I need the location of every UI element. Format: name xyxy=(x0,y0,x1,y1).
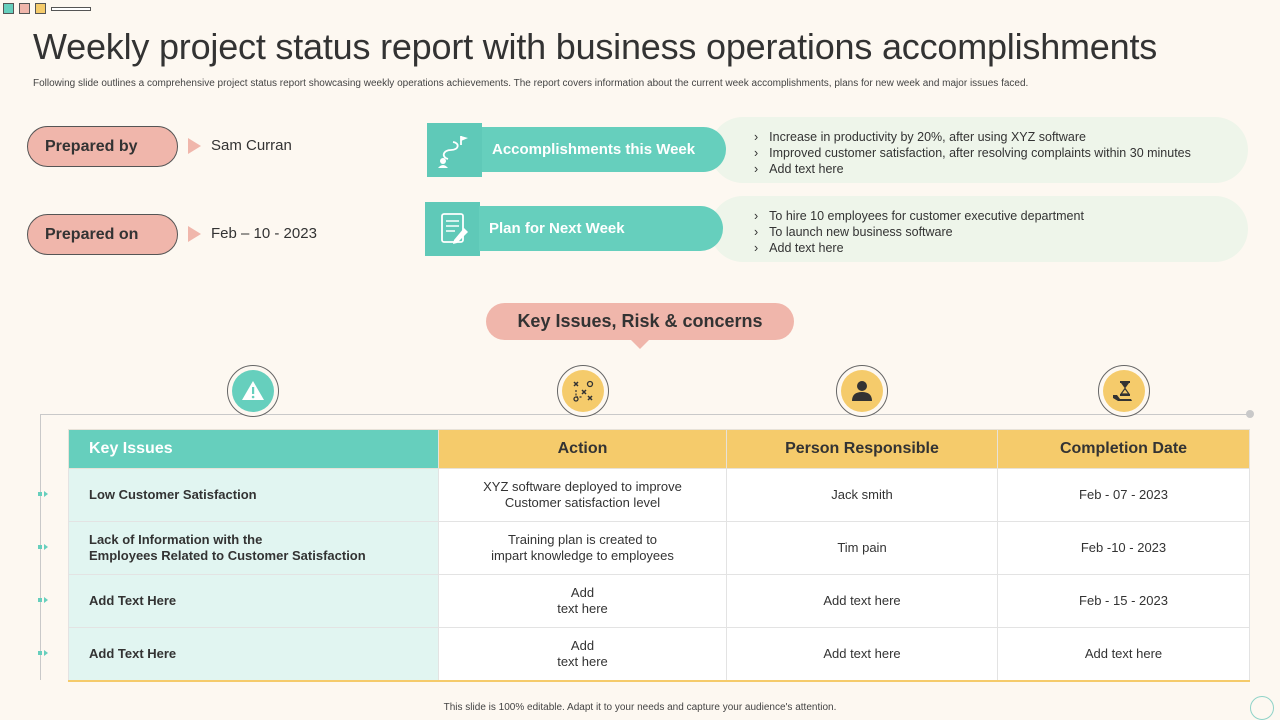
roadmap-flag-icon xyxy=(427,123,482,177)
date-cell: Feb - 15 - 2023 xyxy=(998,575,1250,628)
person-cell: Add text here xyxy=(727,575,998,628)
header-key-issues: Key Issues xyxy=(69,430,439,469)
accomplishments-list xyxy=(754,129,1191,177)
accomplishments-label: Accomplishments this Week xyxy=(482,127,726,172)
corner-circle-decoration xyxy=(1250,696,1274,720)
next-week-list xyxy=(754,208,1084,256)
row-marker-icon xyxy=(38,650,48,656)
header-completion-date: Completion Date xyxy=(998,430,1250,469)
prepared-on-label: Prepared on xyxy=(27,214,178,255)
timeline-end-dot xyxy=(1246,410,1254,418)
action-line: text here xyxy=(557,601,608,616)
logo-square-yellow xyxy=(35,3,46,14)
table-header-row xyxy=(69,430,1250,469)
logo-square-pink xyxy=(19,3,30,14)
action-cell xyxy=(439,469,727,522)
action-line: impart knowledge to employees xyxy=(491,548,674,563)
person-cell: Add text here xyxy=(727,628,998,681)
page-subtitle: Following slide outlines a comprehensive project status report showcasing weekly operations achievements. The report covers information about the current week accomplishments, plans for new week and major issues faced. xyxy=(33,78,1029,89)
prepared-by-label: Prepared by xyxy=(27,126,178,167)
logo-square-teal xyxy=(3,3,14,14)
action-line: XYZ software deployed to improve xyxy=(483,479,682,494)
issues-table xyxy=(68,429,1250,682)
action-cell xyxy=(439,522,727,575)
table-row xyxy=(69,522,1250,575)
issue-line: Employees Related to Customer Satisfaction xyxy=(89,548,366,563)
action-line: Customer satisfaction level xyxy=(504,495,661,510)
strategy-icon xyxy=(557,365,609,417)
issue-cell: Add Text Here xyxy=(69,628,439,681)
row-marker-icon xyxy=(38,491,48,497)
document-pen-icon xyxy=(425,202,480,256)
timeline-horizontal-line xyxy=(40,414,1250,415)
logo-bar xyxy=(51,7,91,11)
issue-line: Lack of Information with the xyxy=(89,532,263,547)
row-marker-icon xyxy=(38,597,48,603)
footer-note: This slide is 100% editable. Adapt it to your needs and capture your audience's attention. xyxy=(443,702,837,713)
next-week-label: Plan for Next Week xyxy=(479,206,723,251)
action-line: Add xyxy=(570,585,595,600)
next-week-item: › To hire 10 employees for customer executive department xyxy=(754,208,1084,224)
prepared-on-value: Feb – 10 - 2023 xyxy=(211,225,317,242)
person-cell: Jack smith xyxy=(727,469,998,522)
prepared-on-arrow-icon xyxy=(188,226,201,242)
date-cell: Feb - 07 - 2023 xyxy=(998,469,1250,522)
header-action: Action xyxy=(439,430,727,469)
date-cell: Feb -10 - 2023 xyxy=(998,522,1250,575)
header-person-responsible: Person Responsible xyxy=(727,430,998,469)
issue-cell: Low Customer Satisfaction xyxy=(69,469,439,522)
action-line: text here xyxy=(557,653,608,669)
action-line: Training plan is created to xyxy=(507,532,658,547)
logo-strip xyxy=(3,3,91,14)
warning-icon xyxy=(227,365,279,417)
person-cell: Tim pain xyxy=(727,522,998,575)
action-cell xyxy=(439,575,727,628)
row-marker-icon xyxy=(38,544,48,550)
prepared-by-arrow-icon xyxy=(188,138,201,154)
next-week-item: › Add text here xyxy=(754,240,1084,256)
accomplishment-item: › Increase in productivity by 20%, after using XYZ software xyxy=(754,129,1191,145)
action-line: Add xyxy=(570,637,595,653)
accomplishment-item: › Add text here xyxy=(754,161,1191,177)
page-title: Weekly project status report with business operations accomplishments xyxy=(33,26,1158,67)
table-row xyxy=(69,469,1250,522)
issue-cell: Add Text Here xyxy=(69,575,439,628)
table-row xyxy=(69,628,1250,681)
prepared-by-value: Sam Curran xyxy=(211,137,292,154)
accomplishment-item: › Improved customer satisfaction, after resolving complaints within 30 minutes xyxy=(754,145,1191,161)
date-cell: Add text here xyxy=(998,628,1250,681)
next-week-item: › To launch new business software xyxy=(754,224,1084,240)
action-cell xyxy=(439,628,727,681)
table-row xyxy=(69,575,1250,628)
hourglass-hand-icon xyxy=(1098,365,1150,417)
issue-cell xyxy=(69,522,439,575)
person-icon xyxy=(836,365,888,417)
key-issues-heading: Key Issues, Risk & concerns xyxy=(486,303,794,340)
